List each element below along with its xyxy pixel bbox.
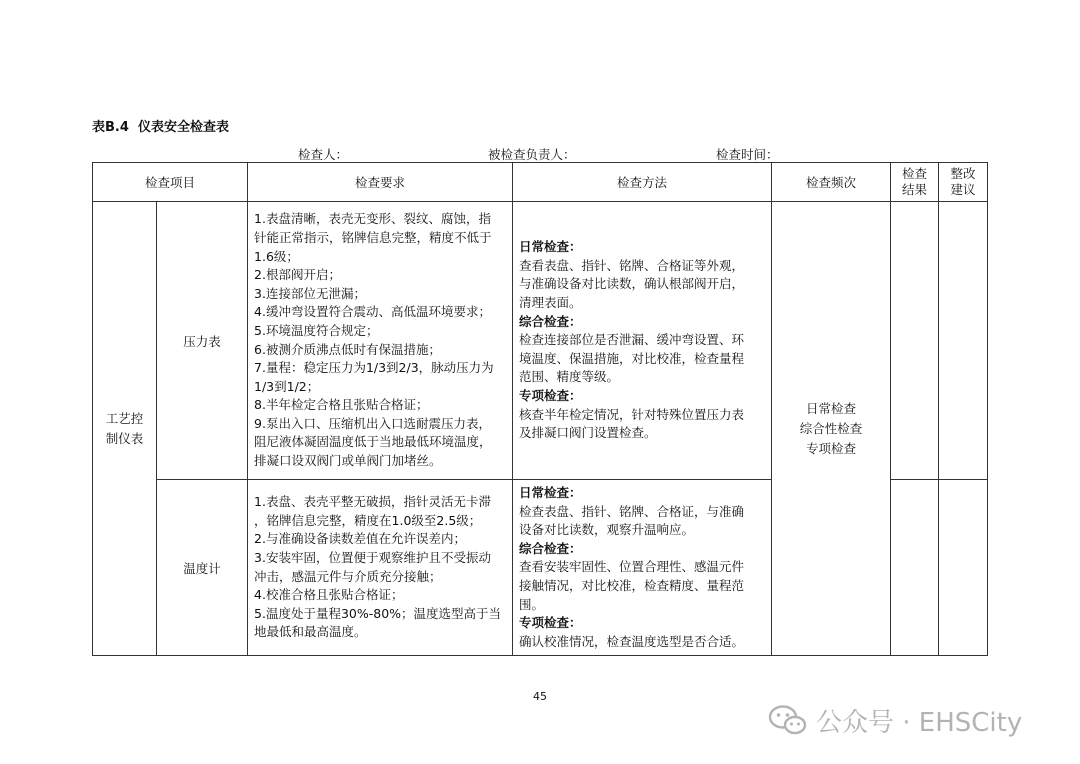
method-line: 境温度、保温措施，对比校准，检查量程 xyxy=(519,350,745,366)
result-cell[interactable] xyxy=(891,202,939,480)
methods-cell xyxy=(513,202,772,480)
header-result xyxy=(891,163,939,202)
frequency-line: 专项检查 xyxy=(806,440,857,456)
method-line: 设备对比读数，观察升温响应。 xyxy=(519,522,695,538)
daily-check-label: 日常检查： xyxy=(519,485,582,500)
daily-check-label: 日常检查： xyxy=(519,239,582,255)
requirement-line: 5.温度处于量程30%-80%；温度选型高于当 xyxy=(254,605,502,621)
header-item: 检查项目 xyxy=(93,163,248,202)
requirement-line: 2.根部阀开启； xyxy=(254,267,341,283)
method-line: 围。 xyxy=(519,596,545,612)
item-cell: 温度计 xyxy=(157,480,248,656)
method-line: 检查表盘、指针、铭牌、合格证，与准确 xyxy=(519,503,745,519)
wechat-icon xyxy=(768,704,808,736)
requirement-line: 3.安装牢固，位置便于观察维护且不受振动 xyxy=(254,550,491,566)
frequency-line: 日常检查 xyxy=(806,400,857,416)
requirement-line: 地最低和最高温度。 xyxy=(254,624,367,640)
watermark-text: 公众号 · EHSCity xyxy=(816,707,1023,738)
item-cell: 压力表 xyxy=(157,202,248,480)
method-line: 范围、精度等级。 xyxy=(519,369,620,385)
suggestion-cell[interactable] xyxy=(939,202,988,480)
comprehensive-check-label: 综合检查： xyxy=(519,540,582,556)
method-line: 接触情况，对比校准，检查精度、量程范 xyxy=(519,577,745,593)
method-line: 与准确设备对比读数，确认根部阀开启， xyxy=(519,276,745,292)
requirement-line: 针能正常指示，铭牌信息完整，精度不低于 xyxy=(254,229,492,245)
header-result-line1: 检查 xyxy=(902,166,928,181)
page-number: 45 xyxy=(533,690,547,703)
requirement-line: 7.量程：稳定压力为1/3到2/3，脉动压力为 xyxy=(254,360,494,376)
header-suggestion-line2: 建议 xyxy=(950,182,976,197)
requirement-line: ，铭牌信息完整，精度在1.0级至2.5级； xyxy=(254,512,482,528)
requirement-line: 2.与准确设备读数差值在允许误差内； xyxy=(254,531,466,547)
requirement-line: 3.连接部位无泄漏； xyxy=(254,285,366,301)
header-suggestion xyxy=(939,163,988,202)
result-cell[interactable] xyxy=(891,480,939,656)
requirement-line: 4.校准合格且张贴合格证； xyxy=(254,587,404,603)
header-frequency: 检查频次 xyxy=(772,163,891,202)
inspection-table xyxy=(92,162,988,656)
frequency-cell xyxy=(772,202,891,656)
requirement-line: 1/3到1/2； xyxy=(254,378,320,394)
table-title: 表B.4 仪表安全检查表 xyxy=(92,120,229,135)
methods-cell xyxy=(513,480,772,656)
requirement-line: 9.泵出入口、压缩机出入口选耐震压力表， xyxy=(254,415,491,431)
requirement-line: 阻尼液体凝固温度低于当地最低环境温度， xyxy=(254,434,492,450)
method-line: 确认校准情况，检查温度选型是否合适。 xyxy=(519,633,745,649)
requirements-cell xyxy=(248,480,513,656)
requirements-cell xyxy=(248,202,513,480)
requirement-line: 1.表盘清晰，表壳无变形、裂纹、腐蚀，指 xyxy=(254,211,491,227)
requirement-line: 1.表盘、表壳平整无破损，指针灵活无卡滞 xyxy=(254,494,491,510)
header-result-line2: 结果 xyxy=(902,182,928,197)
comprehensive-check-label: 综合检查： xyxy=(519,313,582,329)
method-line: 核查半年检定情况，针对特殊位置压力表 xyxy=(519,406,745,422)
requirement-line: 1.6级； xyxy=(254,248,299,264)
table-row xyxy=(93,202,988,480)
method-line: 及排凝口阀门设置检查。 xyxy=(519,425,657,441)
suggestion-cell[interactable] xyxy=(939,480,988,656)
requirement-line: 排凝口设双阀门或单阀门加堵丝。 xyxy=(254,453,442,469)
method-line: 清理表面。 xyxy=(519,295,582,311)
header-requirement: 检查要求 xyxy=(248,163,513,202)
category-cell xyxy=(93,202,157,656)
special-check-label: 专项检查： xyxy=(519,387,582,403)
requirement-line: 6.被测介质沸点低时有保温措施； xyxy=(254,341,441,357)
requirement-line: 5.环境温度符合规定； xyxy=(254,322,379,338)
header-suggestion-line1: 整改 xyxy=(950,166,976,181)
watermark xyxy=(768,700,1022,740)
requirement-line: 8.半年检定合格且张贴合格证； xyxy=(254,397,429,413)
method-line: 查看表盘、指针、铭牌、合格证等外观， xyxy=(519,257,745,273)
special-check-label: 专项检查： xyxy=(519,615,582,631)
inspection-time-label: 检查时间： xyxy=(716,147,779,162)
category-line1: 工艺控 xyxy=(105,410,144,426)
category-line2: 制仪表 xyxy=(105,430,144,446)
method-line: 查看安装牢固性、位置合理性、感温元件 xyxy=(519,559,745,575)
header-method: 检查方法 xyxy=(513,163,772,202)
method-line: 检查连接部位是否泄漏、缓冲弯设置、环 xyxy=(519,332,745,348)
inspector-label: 检查人： xyxy=(298,147,349,162)
inspected-person-label: 被检查负责人： xyxy=(488,147,576,162)
header-row xyxy=(93,163,988,202)
requirement-line: 4.缓冲弯设置符合震动、高低温环境要求； xyxy=(254,304,491,320)
requirement-line: 冲击，感温元件与介质充分接触； xyxy=(254,568,442,584)
frequency-line: 综合性检查 xyxy=(799,420,863,436)
